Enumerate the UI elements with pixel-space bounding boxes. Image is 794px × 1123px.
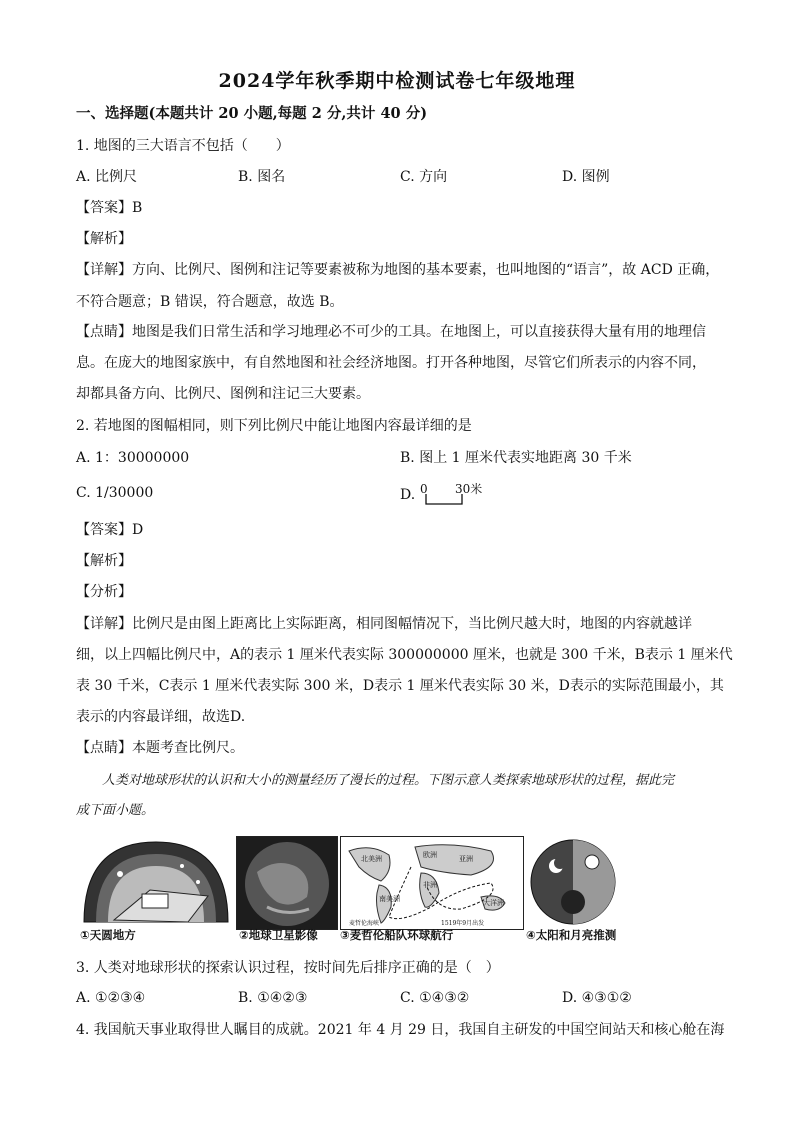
map-label-departure: 1519年9月出发 xyxy=(441,920,485,927)
q1-comment-line-2: 息。在庞大的地图家族中，有自然地图和社会经济地图。打开各种地图，尽管它们所表示的内容不同， xyxy=(76,355,706,371)
q3-option-b: B. ①④②③ xyxy=(238,990,308,1006)
map-label-strait: 麦哲伦海峡 xyxy=(349,920,380,927)
map-label-oceania: 大洋洲 xyxy=(483,899,504,907)
intro-line-1: 人类对地球形状的认识和大小的测量经历了漫长的过程。下图示意人类探索地球形状的过程，据此完 xyxy=(102,773,675,788)
intro-line-2: 成下面小题。 xyxy=(76,803,155,818)
q3-option-c: C. ①④③② xyxy=(400,990,470,1006)
q2-option-c: C. 1/30000 xyxy=(76,485,154,501)
section-heading: 一、选择题(本题共计 20 小题,每题 2 分,共计 40 分) xyxy=(76,105,428,122)
scale-zero-label: 0 xyxy=(420,482,428,496)
q2-detail-line-3: 表 30 千米，C表示 1 厘米代表实际 300 米，D表示 1 厘米代表实际 30 米，D表示的实际范围最小，其 xyxy=(76,678,724,694)
caption-2: ②地球卫星影像 xyxy=(239,928,318,942)
q1-comment-line-1: 【点睛】地图是我们日常生活和学习地理必不可少的工具。在地图上，可以直接获得大量有用的地理信 xyxy=(76,324,706,340)
q1-detail-line-1: 【详解】方向、比例尺、图例和注记等要素被称为地图的基本要素，也叫地图的“语言”，故 ACD 正确， xyxy=(76,262,720,278)
q1-detail-line-2: 不符合题意；B 错误，符合题意，故选 B。 xyxy=(76,294,344,310)
q2-analysis-2: 【分析】 xyxy=(76,584,132,600)
q1-option-d: D. 图例 xyxy=(562,169,610,185)
map-label-africa: 非洲 xyxy=(423,881,437,889)
q2-option-a: A. 1：30000000 xyxy=(76,450,190,466)
scale-bar-graphic xyxy=(424,492,464,506)
caption-4: ④太阳和月亮推测 xyxy=(526,928,617,942)
figure-magellan-voyage-map xyxy=(340,836,524,930)
question-1-stem: 1. 地图的三大语言不包括（ ） xyxy=(76,138,290,154)
q2-option-b: B. 图上 1 厘米代表实地距离 30 千米 xyxy=(400,450,632,466)
q2-answer: 【答案】D xyxy=(76,522,144,538)
map-label-europe: 欧洲 xyxy=(423,851,437,859)
map-label-asia: 亚洲 xyxy=(459,855,473,863)
caption-1: ①天圆地方 xyxy=(80,928,136,942)
q3-option-a: A. ①②③④ xyxy=(76,990,146,1006)
world-route-map xyxy=(341,837,523,929)
q1-answer: 【答案】B xyxy=(76,200,143,216)
figure-satellite-image xyxy=(236,836,338,930)
figure-heaven-round-earth-square xyxy=(78,836,230,928)
question-4-stem: 4. 我国航天事业取得世人瞩目的成就。2021 年 4 月 29 日，我国自主研发的中国空间站天和核心舱在海 xyxy=(76,1022,725,1038)
q1-comment-line-3: 却都具备方向、比例尺、图例和注记三大要素。 xyxy=(76,386,370,402)
map-label-north-america: 北美洲 xyxy=(361,855,382,863)
question-3-stem: 3. 人类对地球形状的探索认识过程，按时间先后排序正确的是（ ） xyxy=(76,960,500,976)
sun-moon-graphic xyxy=(526,836,620,928)
question-2-stem: 2. 若地图的图幅相同，则下列比例尺中能让地图内容最详细的是 xyxy=(76,418,472,434)
q3-option-d: D. ④③①② xyxy=(562,990,632,1006)
q2-option-d: D. xyxy=(400,487,416,503)
earth-globe-graphic xyxy=(237,837,337,929)
scale-distance-label: 30米 xyxy=(455,482,483,496)
map-label-south-america: 南美洲 xyxy=(379,895,400,903)
q2-analysis: 【解析】 xyxy=(76,553,132,569)
q1-option-a: A. 比例尺 xyxy=(76,169,138,185)
caption-3: ③麦哲伦船队环球航行 xyxy=(340,928,454,942)
q2-comment: 【点睛】本题考查比例尺。 xyxy=(76,740,244,756)
q2-detail-line-4: 表示的内容最详细，故选D. xyxy=(76,709,246,725)
page-title: 2024学年秋季期中检测试卷七年级地理 xyxy=(218,70,576,92)
q1-analysis: 【解析】 xyxy=(76,231,132,247)
q1-option-b: B. 图名 xyxy=(238,169,286,185)
q2-detail-line-2: 细，以上四幅比例尺中，A的表示 1 厘米代表实际 300000000 厘米，也就是 300 千米，B表示 1 厘米代 xyxy=(76,647,733,663)
figure-sun-moon xyxy=(526,836,620,928)
dome-illustration xyxy=(78,836,230,928)
q1-option-c: C. 方向 xyxy=(400,169,448,185)
q2-detail-line-1: 【详解】比例尺是由图上距离比上实际距离，相同图幅情况下，当比例尺越大时，地图的内容就越详 xyxy=(76,616,692,632)
